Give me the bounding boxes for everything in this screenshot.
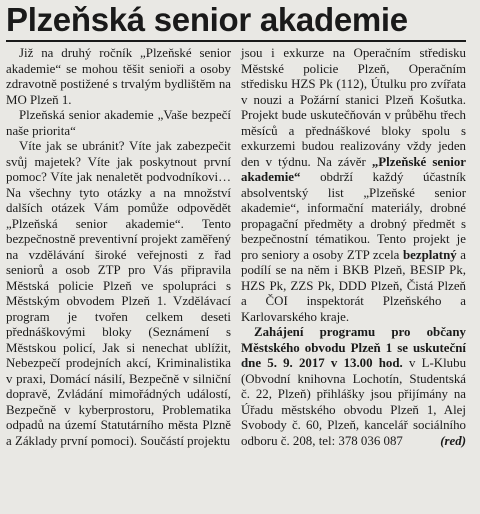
text-segment: jsou i exkurze na Operačním středisku Městské policie Plzeň, Operačním středisku HZS Pk (112), Útulku pro zvířata v nouzi a Požární stanici Plzeň Košutka. Projekt bude uskutečňován v průběhu třech měsíců a přednáškové bloky spolu s exkurzemi budou realizovány vždy jeden den v týdnu. Na závěr	[241, 46, 466, 169]
signature: (red)	[440, 433, 466, 448]
column-left	[6, 46, 231, 449]
paragraph-event	[241, 325, 466, 449]
column-right	[241, 46, 466, 449]
paragraph-intro: Již na druhý ročník „Plzeňské senior akademie“ se mohou těšit senioři a osoby zdravotně postižené s trvalým bydlištěm na MO Plzeň 1.	[6, 46, 231, 107]
event-announcement: Zahájení programu pro občany Městského obvodu Plzeň 1 se uskuteční dne 5. 9. 2017 v 13.00 hod.	[241, 325, 466, 370]
text-segment: obdrží každý účastník absolventský list „Plzeňské senior akademie“, informační materiály, drobné propagační předměty a drobný předmět s bezpečnostní tématikou. Tento projekt je pro seniory a osoby ZTP zcela	[241, 170, 466, 262]
article-columns	[6, 46, 466, 449]
paragraph-subtitle: Plzeňská senior akademie „Vaše bezpečí naše priorita“	[6, 108, 231, 138]
bold-segment: „Plzeňské senior akademie“	[241, 154, 466, 184]
event-details: v L-Klubu (Obvodní knihovna Lochotín, Studentská č. 22, Plzeň) přihlášky jsou přijímány na Úřadu městského obvodu Plzeň 1, Alej Svobody č. 60, Plzeň, kancelář sociálního odboru č. 208, tel: 378 036 087	[241, 356, 467, 448]
paragraph-continued	[241, 46, 466, 325]
headline: Plzeňská senior akademie	[6, 1, 408, 38]
paragraph-body: Víte jak se ubránit? Víte jak zabezpečit svůj majetek? Víte jak poskytnout první pomoc? Víte jak nenaletět podvodníkovi… Na všechny tyto otázky a na množství dalších otázek Vám pomůže odpovědět „Plzeňská senior akademie“. Tento bezpečnostně preventivní projekt zaměřený na vzdělávání široké veřejnosti z řad seniorů a osob ZTP pro Vás připravila Městská policie Plzeň ve spolupráci s Městským obvodem Plzeň 1. Vzdělávací program je tvořen celkem deseti přednáškovými bloky (Seznámení s Městskou policí, Jak si nenechat ublížit, Nebezpečí prodejních akcí, Kriminalistika v praxi, Domácí násilí, Bezpečně v silniční dopravě, Zvládání mimořádných událostí, Bezpečně v kyberprostoru, Problematika odpadů na území Statutárního města Plzně a Základy první pomoci). Součástí projektu	[6, 139, 231, 448]
text-segment: a podílí se na něm i BKB Plzeň, BESIP Pk, HZS Pk, ZZS Pk, DDD Plzeň, Čistá Plzeň a ČOI inspektorát Plzeňského a Karlovarského kraje.	[241, 247, 466, 324]
bold-segment: bezplatný	[402, 247, 457, 262]
headline-rule	[6, 40, 466, 42]
